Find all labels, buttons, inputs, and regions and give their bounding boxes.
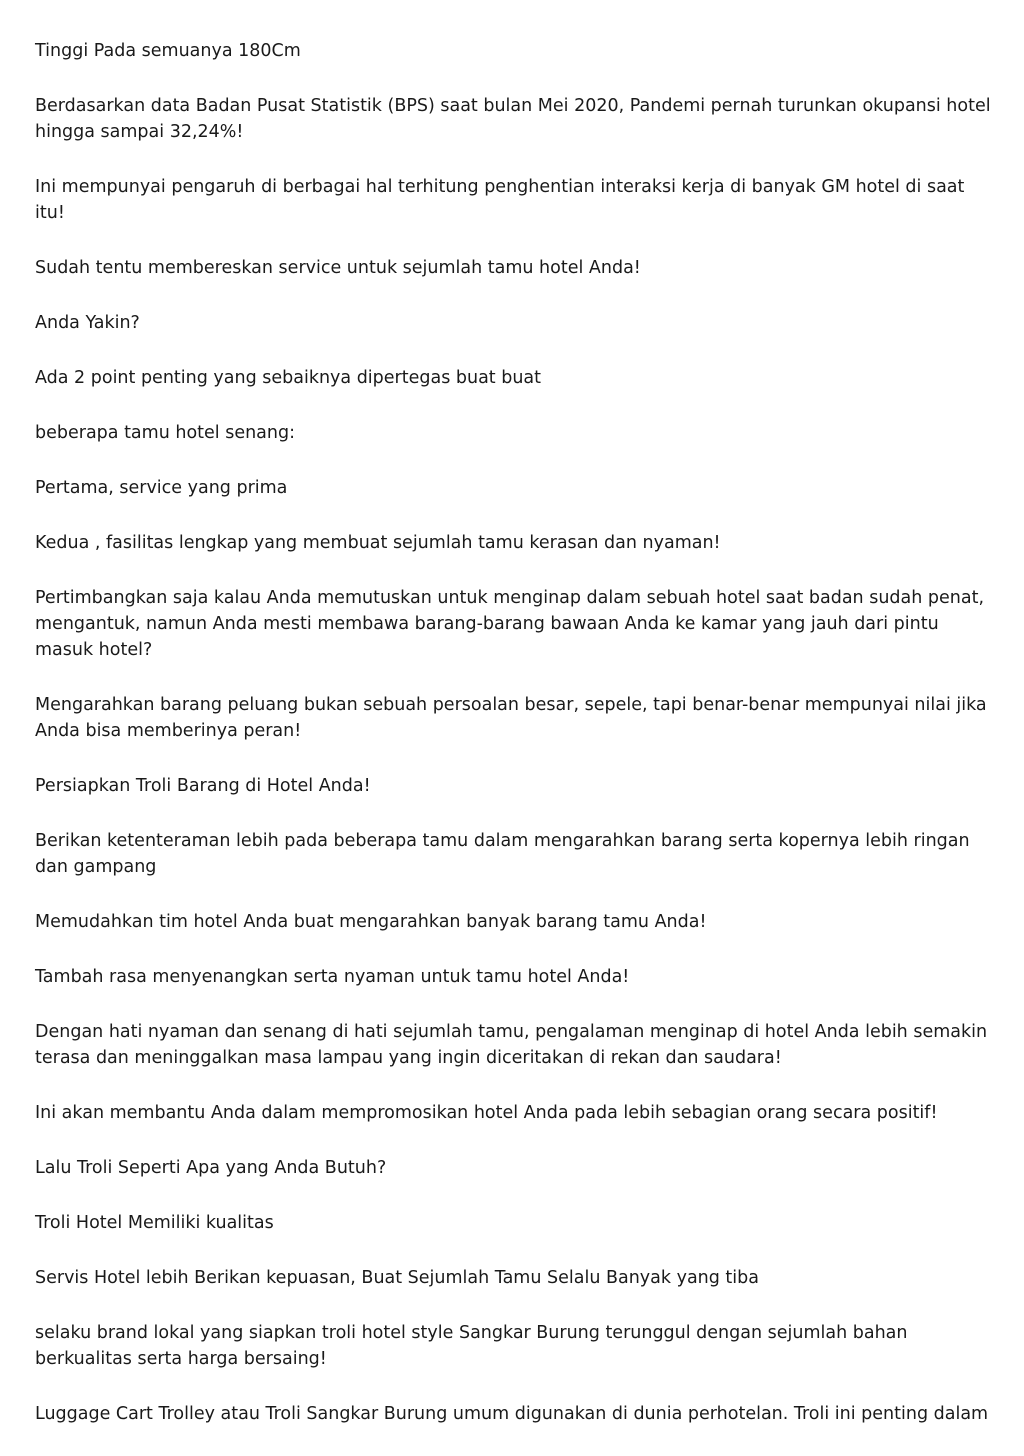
paragraph-22: Luggage Cart Trolley atau Troli Sangkar Burung umum digunakan di dunia perhotelan. Troli ini penting dalam [35,1404,989,1424]
paragraph-13: Berikan ketenteraman lebih pada beberapa tamu dalam mengarahkan barang serta kopernya lebih ringan dan gampang [35,831,970,877]
paragraph-5: Anda Yakin? [35,313,140,333]
paragraph-6: Ada 2 point penting yang sebaiknya dipertegas buat buat [35,368,542,388]
paragraph-14: Memudahkan tim hotel Anda buat mengarahkan banyak barang tamu Anda! [35,912,707,932]
paragraph-21: selaku brand lokal yang siapkan troli hotel style Sangkar Burung terunggul dengan sejumlah bahan berkualitas serta harga bersaing! [35,1323,908,1369]
paragraph-3: Ini mempunyai pengaruh di berbagai hal terhitung penghentian interaksi kerja di banyak GM hotel di saat itu! [35,177,965,223]
paragraph-4: Sudah tentu membereskan service untuk sejumlah tamu hotel Anda! [35,258,641,278]
document-page [35,38,995,1456]
paragraph-17: Ini akan membantu Anda dalam mempromosikan hotel Anda pada lebih sebagian orang secara positif! [35,1103,938,1123]
paragraph-18: Lalu Troli Seperti Apa yang Anda Butuh? [35,1158,387,1178]
paragraph-12: Persiapkan Troli Barang di Hotel Anda! [35,776,371,796]
paragraph-16: Dengan hati nyaman dan senang di hati sejumlah tamu, pengalaman menginap di hotel Anda lebih semakin terasa dan meninggalkan masa lampau yang ingin diceritakan di rekan dan saudara! [35,1022,988,1068]
paragraph-10: Pertimbangkan saja kalau Anda memutuskan untuk menginap dalam sebuah hotel saat badan sudah penat, mengantuk, namun Anda mesti membawa barang-barang bawaan Anda ke kamar yang jauh dari pintu masuk hotel? [35,588,985,660]
paragraph-9: Kedua , fasilitas lengkap yang membuat sejumlah tamu kerasan dan nyaman! [35,533,721,553]
paragraph-2: Berdasarkan data Badan Pusat Statistik (BPS) saat bulan Mei 2020, Pandemi pernah turunkan okupansi hotel hingga sampai 32,24%! [35,96,991,142]
paragraph-1: Tinggi Pada semuanya 180Cm [35,41,301,61]
paragraph-8: Pertama, service yang prima [35,478,288,498]
paragraph-20: Servis Hotel lebih Berikan kepuasan, Buat Sejumlah Tamu Selalu Banyak yang tiba [35,1268,759,1288]
paragraph-15: Tambah rasa menyenangkan serta nyaman untuk tamu hotel Anda! [35,967,630,987]
paragraph-19: Troli Hotel Memiliki kualitas [35,1213,274,1233]
paragraph-7: beberapa tamu hotel senang: [35,423,295,443]
paragraph-11: Mengarahkan barang peluang bukan sebuah persoalan besar, sepele, tapi benar-benar mempunyai nilai jika Anda bisa memberinya peran! [35,695,987,741]
